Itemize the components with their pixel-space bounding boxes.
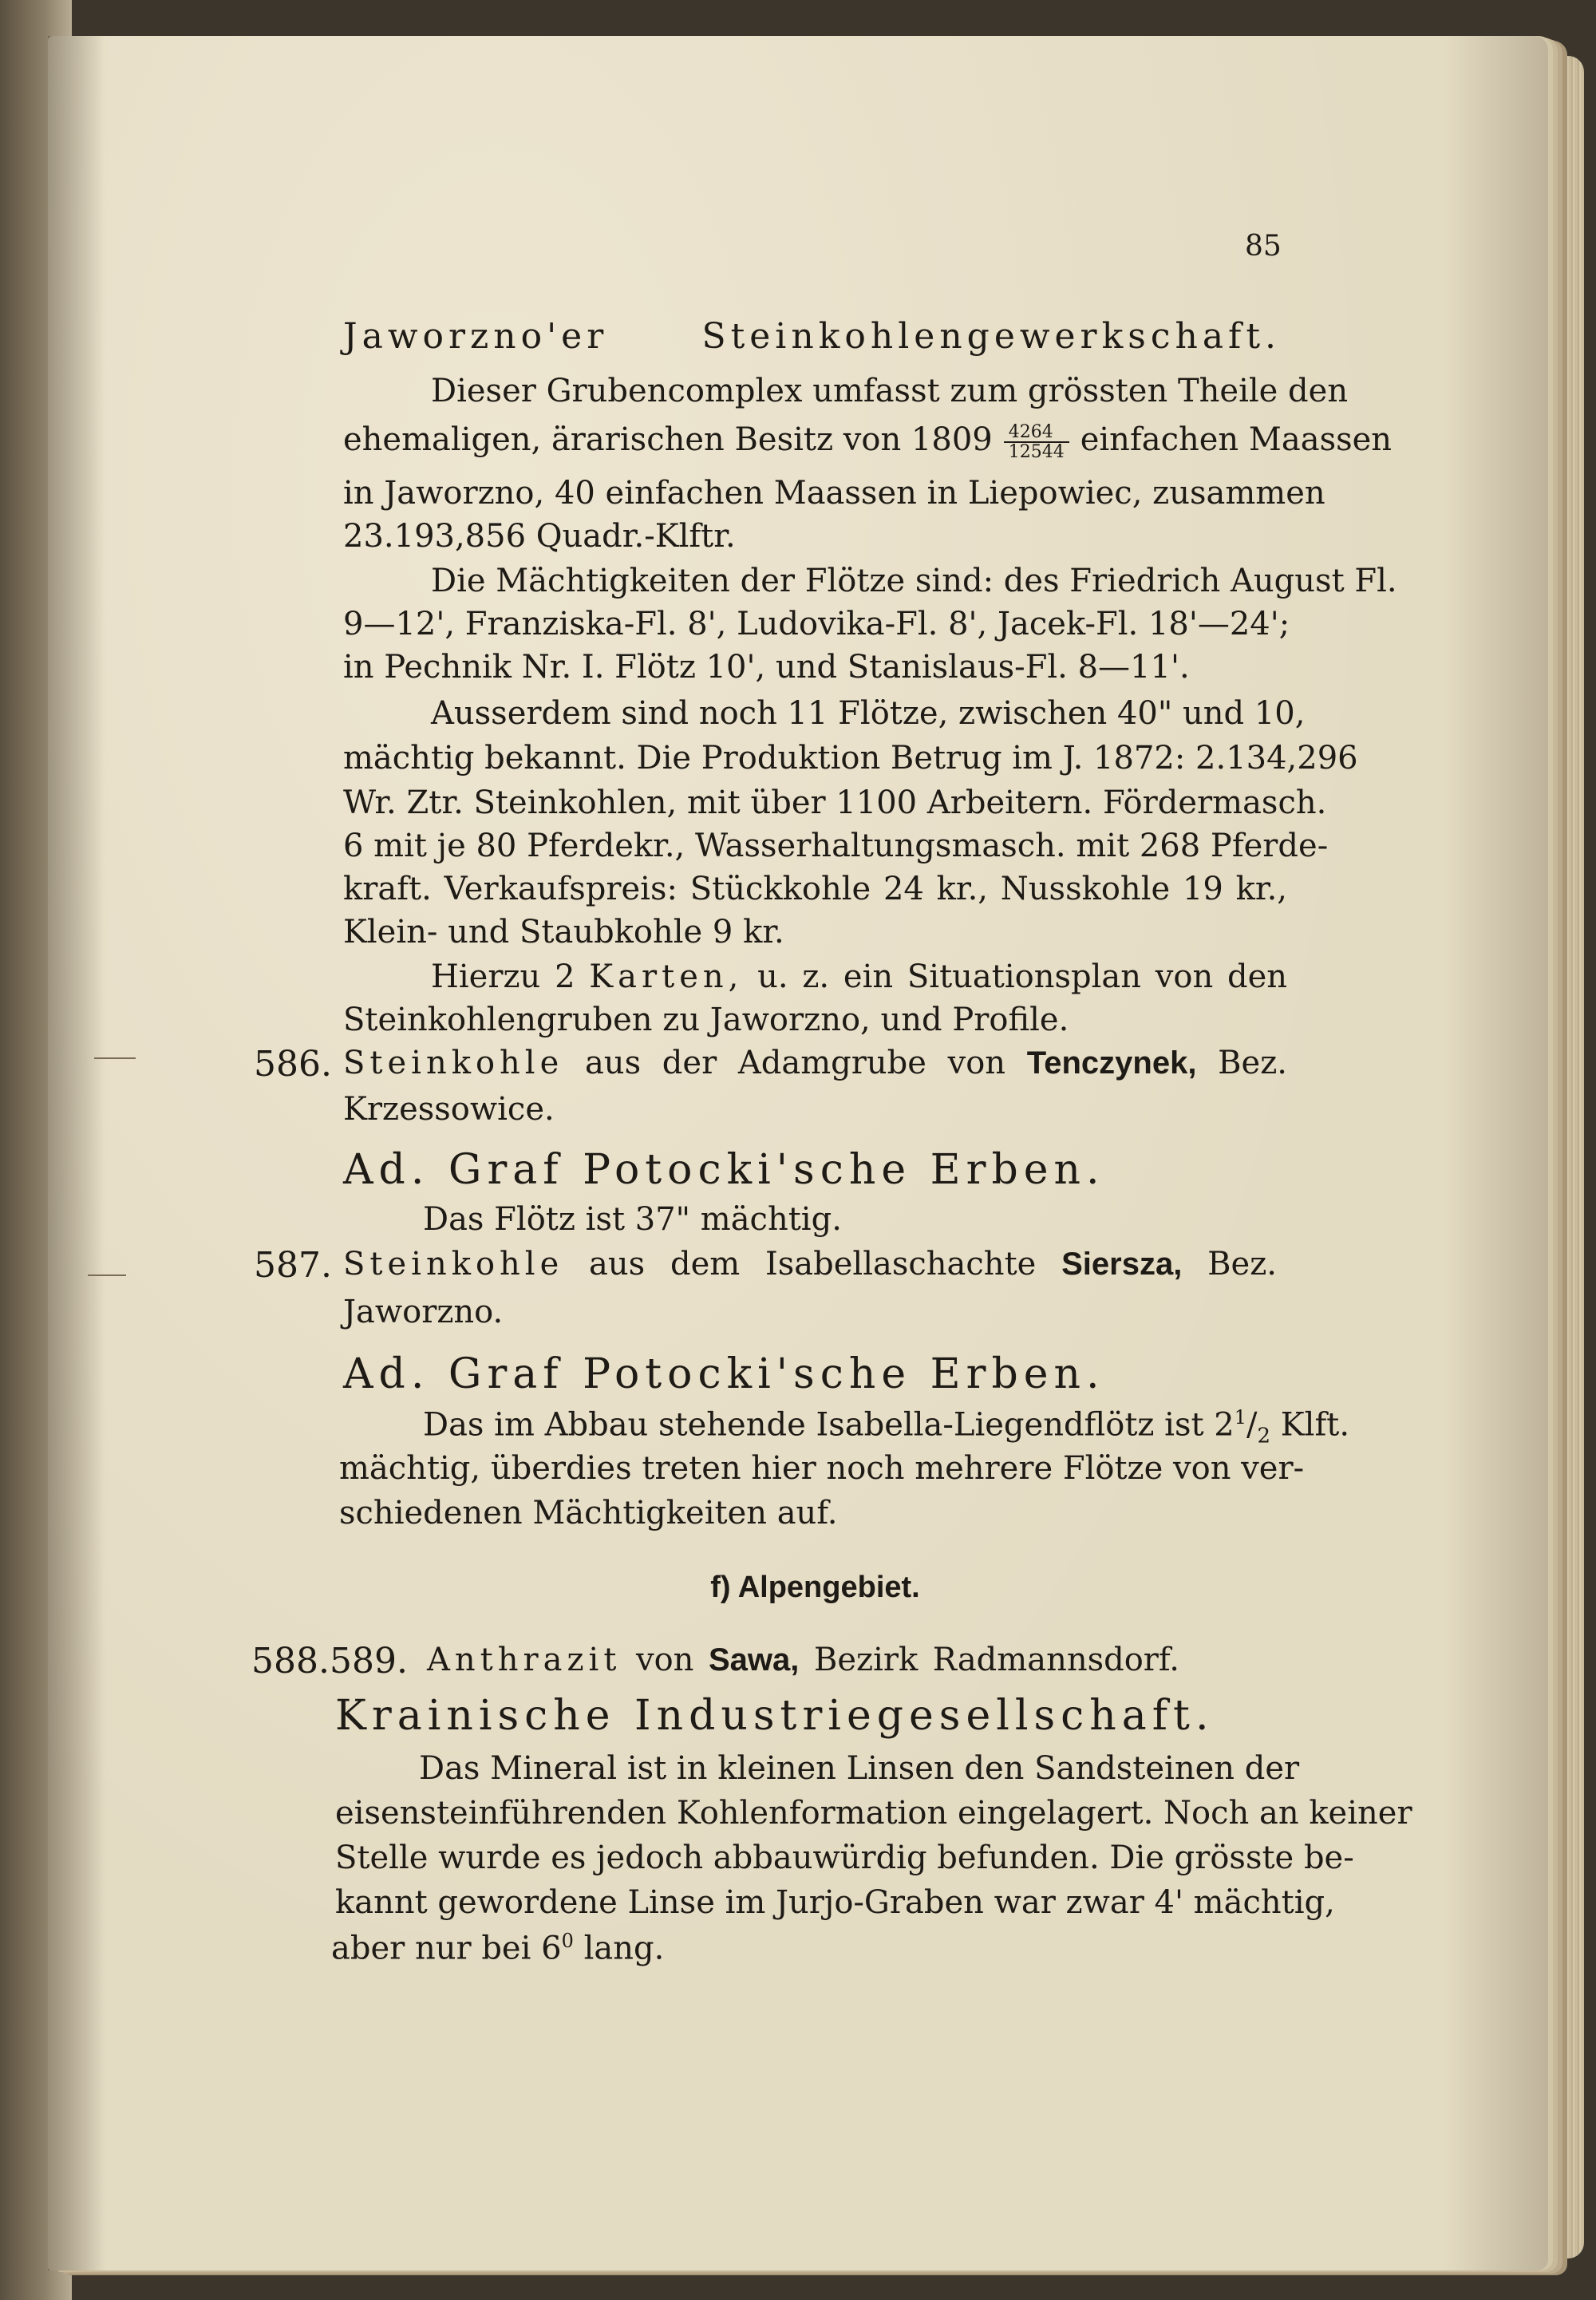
text-line: Dieser Grubencomplex umfasst zum grössten Theile den [431, 373, 1349, 409]
text-line: Ausserdem sind noch 11 Flötze, zwischen 40" und 10, [431, 695, 1306, 732]
degree-superscript: 0 [561, 1930, 574, 1952]
text-line: 9—12', Franziska-Fl. 8', Ludovika-Fl. 8', Jacek-Fl. 18'—24'; [343, 606, 1290, 642]
entry-number: 587. [254, 1245, 332, 1286]
section-heading: Jaworzno'er Steinkohlengewerkschaft. [343, 316, 1281, 357]
fraction-denominator: 2 [1257, 1424, 1271, 1448]
exhibitor-name: Krainische Industriegesellschaft. [335, 1692, 1215, 1740]
text-segment: Bezirk Radmannsdorf. [813, 1642, 1180, 1678]
text-line: Das Mineral ist in kleinen Linsen den Sandsteinen der [419, 1750, 1300, 1787]
text-line: 23.193,856 Quadr.-Klftr. [343, 518, 736, 555]
text-segment: Das im Abbau stehende Isabella-Liegendflötz ist 2 [423, 1406, 1235, 1444]
text-line: Krzessowice. [343, 1091, 555, 1128]
text-line: Steinkohlengruben zu Jaworzno, und Profile. [343, 1002, 1069, 1038]
entry-number: 588.589. [251, 1641, 408, 1682]
text-line: Klein- und Staubkohle 9 kr. [343, 914, 784, 950]
text-line: schiedenen Mächtigkeiten auf. [339, 1495, 838, 1531]
text-segment: aus der Adamgrube von [584, 1045, 1006, 1081]
entry-title [343, 1047, 1287, 1079]
place-name: Sawa, [708, 1642, 800, 1678]
fraction-numerator: 4264 [1004, 423, 1069, 443]
text-line: Wr. Ztr. Steinkohlen, mit über 1100 Arbeitern. Fördermasch. [343, 784, 1327, 821]
text-line: Die Mächtigkeiten der Flötze sind: des Friedrich August Fl. [431, 563, 1397, 599]
fraction-numerator: 1 [1234, 1406, 1247, 1429]
spaced-text: Steinkohle [343, 1246, 564, 1282]
place-name: Tenczynek, [1026, 1045, 1197, 1081]
text-line: Das im Abbau stehende Isabella-Liegendflötz ist $2^1/_2$ Klft. [423, 1406, 1350, 1448]
text-segment: Hierzu 2 [431, 958, 575, 995]
text-line: mächtig bekannt. Die Produktion Betrug im J. 1872: 2.134,296 [343, 740, 1358, 777]
text-segment: einfachen Maassen [1080, 421, 1393, 459]
spaced-text: Anthrazit [427, 1642, 622, 1678]
subsection-heading: f) Alpengebiet. [710, 1571, 920, 1604]
exhibitor-name: Ad. Graf Potocki'sche Erben. [343, 1146, 1105, 1194]
exhibitor-name: Ad. Graf Potocki'sche Erben. [343, 1350, 1105, 1398]
text-segment: Bez. [1218, 1045, 1288, 1081]
text-segment: Klft. [1280, 1406, 1350, 1444]
text-line: mächtig, überdies treten hier noch mehrere Flötze von ver- [339, 1450, 1305, 1487]
text-segment: u. z. ein Situationsplan von den [757, 958, 1288, 995]
entry-title [427, 1644, 1179, 1676]
text-segment: von [635, 1642, 694, 1678]
entry-title [343, 1248, 1277, 1280]
text-line [431, 958, 1288, 995]
text-line: in Pechnik Nr. I. Flötz 10', und Stanislaus-Fl. 8—11'. [343, 649, 1190, 686]
text-line: 6 mit je 80 Pferdekr., Wasserhaltungsmasch. mit 268 Pferde- [343, 828, 1329, 864]
text-segment: ehemaligen, ärarischen Besitz von 1809 [343, 421, 993, 459]
text-segment: aber nur bei 6 [331, 1930, 562, 1967]
text-line: in Jaworzno, 40 einfachen Maassen in Liepowiec, zusammen [343, 475, 1325, 512]
text-line: kraft. Verkaufspreis: Stückkohle 24 kr., Nusskohle 19 kr., [343, 871, 1287, 907]
place-name: Siersza, [1061, 1247, 1183, 1282]
text-line: Jaworzno. [343, 1294, 504, 1330]
fraction [1004, 423, 1069, 461]
text-line [331, 1930, 665, 1967]
text-line: Das Flötz ist 37" mächtig. [423, 1201, 842, 1238]
text-segment: aus dem Isabellaschachte [589, 1246, 1037, 1282]
text-segment: lang. [583, 1930, 665, 1967]
fraction-denominator: 12544 [1008, 442, 1065, 463]
entry-number: 586. [254, 1044, 332, 1085]
spaced-text: Karten, [589, 958, 744, 995]
text-line: eisensteinführenden Kohlenformation eingelagert. Noch an keiner [335, 1795, 1412, 1832]
spaced-text: Steinkohle [343, 1045, 564, 1081]
page-number: 85 [1245, 230, 1282, 263]
text-segment: Bez. [1207, 1246, 1277, 1282]
text-line [343, 421, 1393, 463]
text-line: Stelle wurde es jedoch abbauwürdig befunden. Die grösste be- [335, 1840, 1354, 1876]
text-line: kannt gewordene Linse im Jurjo-Graben war zwar 4' mächtig, [335, 1884, 1335, 1921]
